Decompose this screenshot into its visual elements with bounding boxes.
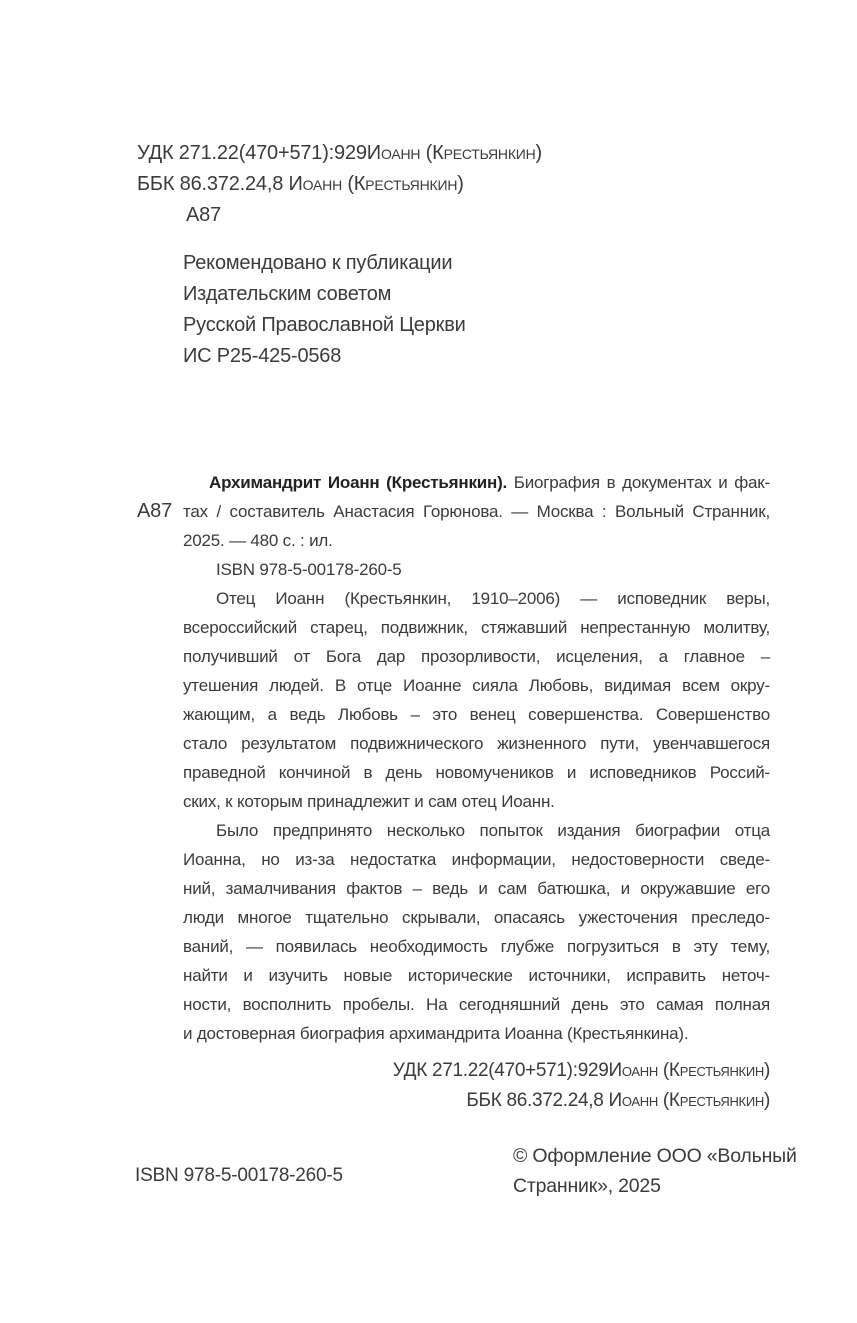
- catalog-line-3: 2025. — 480 с. : ил.: [183, 531, 333, 550]
- udk-code-top: УДК 271.22(470+571):929Иоанн (Крестьянкин): [137, 142, 543, 164]
- isbn-footer: ISBN 978-5-00178-260-5: [135, 1165, 343, 1186]
- catalog-entry-code: А87: [137, 500, 172, 522]
- annotation-line: Иоанна, но из-за недостатка информации, недостоверности сведе-: [183, 850, 770, 869]
- annotation-line: стало результатом подвижнического жизненного пути, увенчавшегося: [183, 734, 770, 753]
- catalog-entry: [137, 468, 770, 584]
- catalog-title-rest: Биография в документах и фак-: [513, 473, 770, 492]
- annotation-line: всероссийский старец, подвижник, стяжавший непрестанную молитву,: [183, 618, 770, 637]
- annotation-line: получивший от Бога дар прозорливости, исцеления, а главное –: [183, 647, 770, 666]
- is-number: ИС Р25-425-0568: [183, 345, 342, 367]
- annotation-text: [183, 584, 770, 1048]
- copyright-line-2: Странник», 2025: [513, 1175, 661, 1197]
- udk-code-bottom: УДК 271.22(470+571):929Иоанн (Крестьянкин): [392, 1060, 770, 1081]
- copyright-notice: [513, 1141, 797, 1201]
- catalog-line-1: [183, 468, 770, 497]
- catalog-line-2: тах / составитель Анастасия Горюнова. — Москва : Вольный Странник,: [183, 502, 770, 521]
- approval-line-2: Издательским советом: [183, 283, 392, 305]
- author-sign-code: А87: [186, 204, 221, 226]
- catalog-isbn: ISBN 978-5-00178-260-5: [216, 560, 402, 579]
- annotation-line: ности, восполнить пробелы. На сегодняшний день это самая полная: [183, 995, 770, 1014]
- annotation-line: Было предпринято несколько попыток издания биографии отца: [216, 821, 770, 840]
- top-classification-block: [137, 138, 542, 231]
- annotation-line: ских, к которым принадлежит и сам отец Иоанн.: [183, 792, 555, 811]
- bottom-classification-block: [183, 1056, 770, 1116]
- annotation-line: найти и изучить новые исторические источники, исправить неточ-: [183, 966, 770, 985]
- bbk-code-bottom: ББК 86.372.24,8 Иоанн (Крестьянкин): [466, 1090, 770, 1111]
- approval-line-1: Рекомендовано к публикации: [183, 252, 453, 274]
- copyright-line-1: © Оформление ООО «Вольный: [513, 1145, 797, 1167]
- annotation-line: люди многое тщательно скрывали, опасаясь ужесточения преследо-: [183, 908, 770, 927]
- annotation-line: жающим, а ведь Любовь – это венец совершенства. Совершенство: [183, 705, 770, 724]
- annotation-line: ний, замалчивания фактов – ведь и сам батюшка, и окружавшие его: [183, 879, 770, 898]
- annotation-line: ваний, — появилась необходимость глубже погрузиться в эту тему,: [183, 937, 770, 956]
- bbk-code-top: ББК 86.372.24,8 Иоанн (Крестьянкин): [137, 173, 464, 195]
- annotation-line: утешения людей. В отце Иоанне сияла Любовь, видимая всем окру-: [183, 676, 770, 695]
- approval-block: [183, 248, 466, 372]
- annotation-line: и достоверная биография архимандрита Иоанна (Крестьянкина).: [183, 1024, 689, 1043]
- approval-line-3: Русской Православной Церкви: [183, 314, 466, 336]
- annotation-line: Отец Иоанн (Крестьянкин, 1910–2006) — исповедник веры,: [216, 589, 770, 608]
- annotation-line: праведной кончиной в день новомучеников и исповедников Россий-: [183, 763, 770, 782]
- catalog-author: Архимандрит Иоанн (Крестьянкин).: [209, 473, 508, 492]
